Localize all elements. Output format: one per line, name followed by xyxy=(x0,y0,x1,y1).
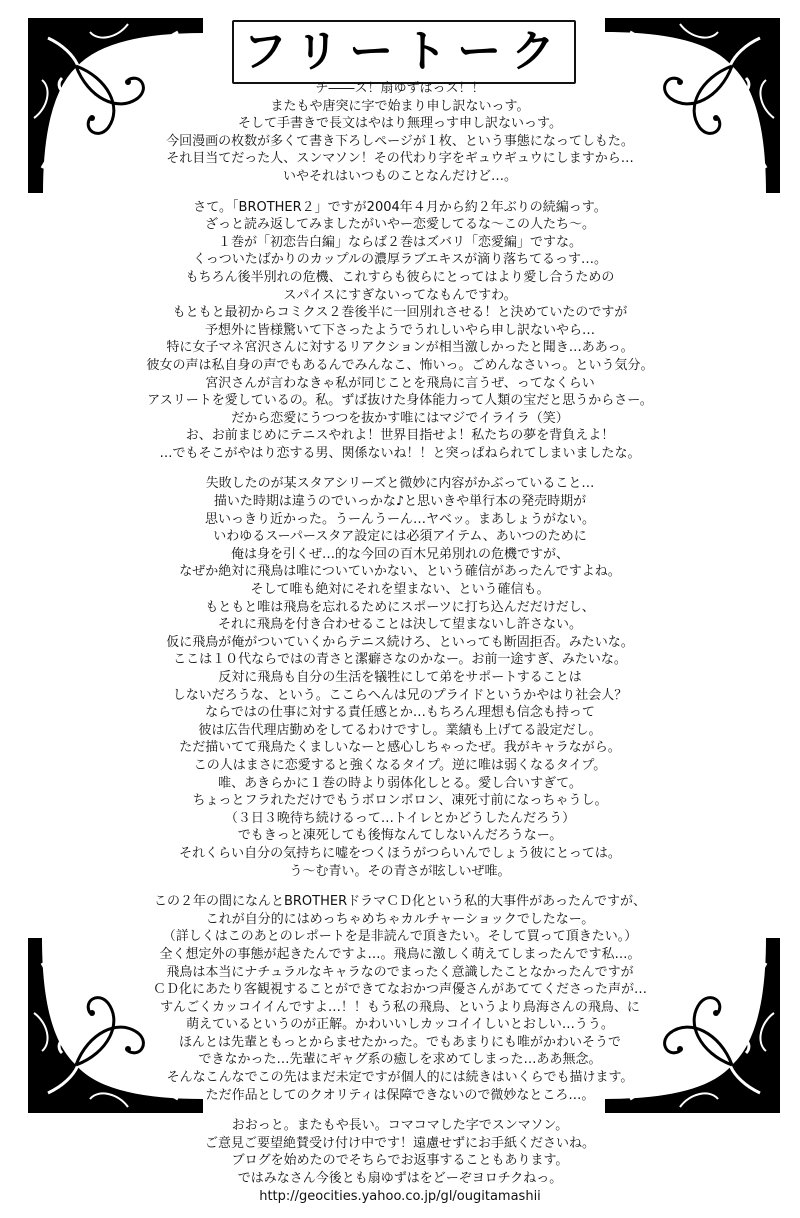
text-line: いやそれはいつものことなんだけど…。 xyxy=(282,168,517,184)
text-line: 描いた時期は違うのでいっかな♪と思いきや単行本の発売時期が xyxy=(213,494,587,510)
text-line: 特に女子マネ宮沢さんに対するリアクションが相当激しかったと聞き…ああっ。 xyxy=(166,340,634,356)
text-line: 萌えているというのが正解。かわいいしカッコイイしいとおしい…うう。 xyxy=(186,1017,614,1033)
text-line: ではみなさん今後とも扇ゆずはをどーぞヨロチクねっ。 xyxy=(237,1171,563,1187)
text-line: （３日３晩待ち続けるって…トイレとかどうしたんだろう） xyxy=(224,810,576,826)
text-line: お、お前まじめにテニスやれよ！世界目指せよ！私たちの夢を背負えよ！ xyxy=(185,428,615,444)
text-line: もともと唯は飛鳥を忘れるためにスポーツに打ち込んだだけだし、 xyxy=(205,599,595,615)
text-line: この２年の間になんとBROTHERドラマＣＤ化という私的大事件があったんですが、 xyxy=(153,894,647,910)
text-line: ちょっとフラれただけでもうボロンボロン、凍死寸前になっちゃうし。 xyxy=(192,793,608,809)
text-line: またもや唐突に字で始まり申し訳ないっす。 xyxy=(270,98,530,114)
text-line: それに飛鳥を付き合わせることは決して望まないし許さない。 xyxy=(217,617,582,633)
free-talk-body xyxy=(95,80,705,1218)
text-line: いわゆるスーパースタア設定には必須アイテム、あいつのために xyxy=(213,529,587,545)
text-line: 思いっきり近かった。うーんうーん…ヤベッ。まあしょうがない。 xyxy=(204,511,595,527)
text-line: う～む青い。その青さが眩しいぜ唯。 xyxy=(289,863,511,879)
text-line: ほんとは先輩ともっとからませたかった。でもあまりにも唯がかわいそうで xyxy=(178,1034,621,1050)
paragraph-closing xyxy=(95,1117,705,1205)
text-line: ならではの仕事に対する責任感とか…もちろん理想も信念も持って xyxy=(205,705,595,721)
text-line: 宮沢さんが言わなきゃ私が同じことを飛鳥に言うぜ、ってなくらい xyxy=(205,375,595,391)
paragraph-drama-cd xyxy=(95,893,705,1104)
text-line: 失敗したのが某スタアシリーズと微妙に内容がかぶっていること… xyxy=(205,476,595,492)
text-line: そして手書きで長文はやはり無理っす申し訳ないっす。 xyxy=(238,116,562,132)
text-line: ブログを始めたのでそちらでお返事することもあります。 xyxy=(231,1153,569,1169)
text-line: ざっと読み返してみましたがいやー恋愛してるな～この人たち～。 xyxy=(204,217,595,233)
text-line: でもきっと凍死しても後悔なんてしないんだろうなー。 xyxy=(237,828,563,844)
text-line: くっついたばかりのカップルの濃厚ラブエキスが滴り落ちてるっす…。 xyxy=(192,252,608,268)
text-line: ただ描いてて飛鳥たくましいなーと感心しちゃったぜ。我がキャラながら。 xyxy=(179,740,621,756)
text-line: そして唯も絶対にそれを望まない、という確信も。 xyxy=(250,582,550,598)
text-line: さて。「BROTHER２」ですが2004年４月から約２年ぶりの続編っす。 xyxy=(193,199,607,215)
text-line: ここは１０代ならではの青さと潔癖さなのかなー。お前一途すぎ、みたいな。 xyxy=(173,652,627,668)
text-line: 今回漫画の枚数が多くて書き下ろしページが１枚、という事態になってしもた。 xyxy=(166,133,634,149)
text-line: なぜか絶対に飛鳥は唯についていかない、という確信があったんですよね。 xyxy=(179,564,621,580)
text-line: 唯、あきらかに１巻の時より弱体化しとる。愛し合いすぎて。 xyxy=(218,775,582,791)
paragraph-story xyxy=(95,475,705,880)
text-line: ただ作品としてのクオリティは保障できないので微妙なところ…。 xyxy=(205,1087,595,1103)
text-line: チ――ス！扇ゆずはっス！！ xyxy=(315,81,485,96)
text-line: 俺は身を引くぜ…的な今回の百木兄弟別れの危機ですが、 xyxy=(230,546,569,562)
text-line: できなかった…先輩にギャグ系の癒しを求めてしまった…ああ無念。 xyxy=(198,1052,602,1068)
text-line: もちろん後半別れの危機、これすらも彼らにとってはより愛し合うための xyxy=(185,269,615,285)
text-line: これが自分的にはめっちゃめちゃカルチャーショックでしたなー。 xyxy=(205,911,595,927)
text-line: スパイスにすぎないってなもんですわ。 xyxy=(283,287,517,303)
text-line: ＣＤ化にあたり客観視することができてなおかつ声優さんがあててくださった声が… xyxy=(152,982,647,998)
text-line: …でもそこがやはり恋する男、関係ないね！！と突っぱねられてしまいましたな。 xyxy=(159,445,641,461)
text-line: もともと最初からコミクス２巻後半に一回別れさせる！と決めていたのですが xyxy=(172,305,628,321)
text-line: 彼は広告代理店勤めをしてるわけですし。業績も上げてる設定だし。 xyxy=(198,722,602,738)
paragraph-greeting xyxy=(95,80,705,186)
paragraph-brother2 xyxy=(95,199,705,463)
text-line: 反対に飛鳥も自分の生活を犠牲にして弟をサポートすることは xyxy=(218,670,582,685)
text-line: アスリートを愛しているの。私。ずば抜けた身体能力って人類の宝だと思うからさー。 xyxy=(147,393,653,409)
text-line: すんごくカッコイイんですよ…！！もう私の飛鳥、というより鳥海さんの飛鳥、に xyxy=(160,999,640,1015)
text-line: それくらい自分の気持ちに嘘をつくほうがつらいんでしょう彼にとっては。 xyxy=(179,845,621,861)
title-box xyxy=(232,20,576,84)
text-line: 予想外に皆様驚いて下さったようでうれしいやら申し訳ないやら… xyxy=(204,322,595,338)
text-line: ご意見ご要望絶賛受け付け中です！遠慮せずにお手紙くださいね。 xyxy=(204,1135,595,1151)
text-line: 仮に飛鳥が俺がついていくからテニス続けろ、といっても断固拒否。みたいな。 xyxy=(166,634,634,650)
blog-url: http://geocities.yahoo.co.jp/gl/ougitamashii xyxy=(259,1188,541,1204)
text-line: だから恋愛にうつつを抜かす唯にはマジでイライラ（笑） xyxy=(231,410,569,426)
page-title: フリートーク xyxy=(242,26,566,77)
text-line: 全く想定外の事態が起きたんですよ…。飛鳥に激しく萌えてしまったんです私…。 xyxy=(159,946,641,962)
text-line: そんなこんなでこの先はまだ未定ですが個人的には続きはいくらでも描けます。 xyxy=(166,1070,634,1086)
text-line: この人はまさに恋愛すると強くなるタイプ。逆に唯は弱くなるタイプ。 xyxy=(193,757,607,773)
text-line: （詳しくはこのあとのレポートを是非読んで頂きたい。そして買って頂きたい。） xyxy=(162,929,638,945)
text-line: 彼女の声は私自身の声でもあるんでみんなこ、怖いっ。ごめんなさいっ。という気分。 xyxy=(146,357,654,373)
text-line: おおっと。またもや長い。コマコマした字でスンマソン。 xyxy=(231,1118,569,1134)
text-line: しないだろうな、という。ここらへんは兄のプライドというかやはり社会人？ xyxy=(172,687,628,703)
text-line: 飛鳥は本当にナチュラルなキャラなのでまったく意識したことなかったんですが xyxy=(166,964,634,980)
text-line: １巻が「初恋告白編」ならば２巻はズバリ「恋愛編」ですな。 xyxy=(217,234,582,250)
text-line: それ目当てだった人、スンマソン！その代わり字をギュウギュウにしますから… xyxy=(166,151,634,167)
